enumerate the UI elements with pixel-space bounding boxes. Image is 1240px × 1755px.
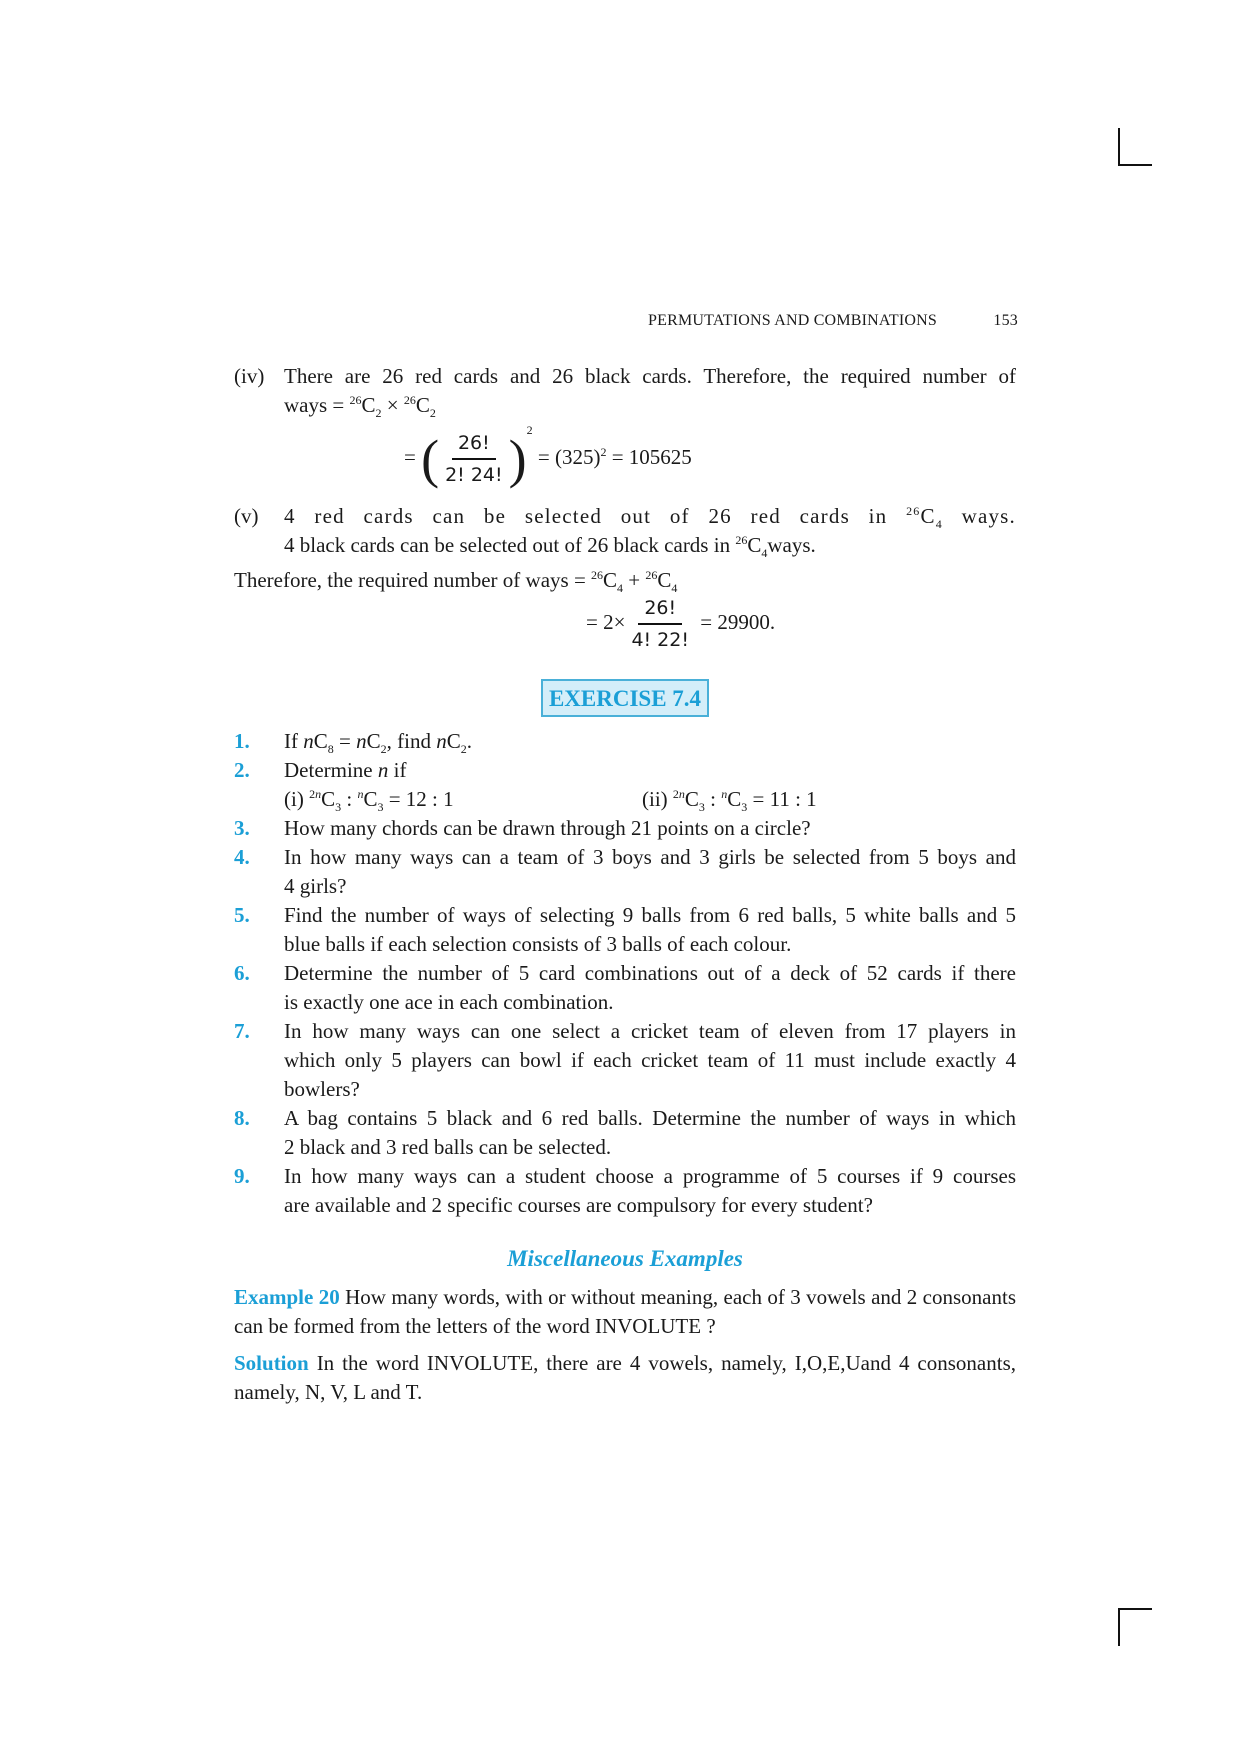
part-v-label: (v) [234, 504, 259, 528]
question-3-text: How many chords can be drawn through 21 points on a circle? [284, 816, 811, 840]
part-iv-line1: There are 26 red cards and 26 black cards. Therefore, the required number of [284, 364, 1016, 388]
question-4-line1: In how many ways can a team of 3 boys and 3 girls be selected from 5 boys and [284, 845, 1016, 869]
c-letter: C [415, 393, 430, 417]
c-letter: C [603, 568, 618, 592]
question-1-text: If $nC_8 = nC_2$, find $nC_2$. [284, 729, 472, 757]
question-7 [234, 1017, 1016, 1104]
c-subscript: 4 [761, 546, 768, 561]
question-6-line2: is exactly one ace in each combination. [284, 990, 614, 1014]
part-iv-display-equation [234, 420, 1016, 496]
question-2 [234, 756, 1016, 814]
right-paren: ) [508, 429, 527, 489]
question-number: 9. [234, 1164, 250, 1188]
question-8-line2: 2 black and 3 red balls can be selected. [284, 1135, 612, 1159]
fraction-denominator: 2! 24! [445, 464, 503, 486]
result-325: = (325) [537, 444, 601, 469]
therefore-text: Therefore, the required number of ways = [234, 568, 586, 592]
part-iv [234, 362, 1016, 420]
part-v-c-expr [906, 504, 943, 532]
exercise-heading: EXERCISE 7.4 [541, 679, 709, 717]
question-8 [234, 1104, 1016, 1162]
crop-mark-bottom-right [1118, 1608, 1152, 1646]
part-iv-line2 [284, 391, 1016, 420]
q2-variable: n [377, 758, 389, 782]
q2-part-i-label: (i) [284, 787, 304, 811]
part-iv-label: (iv) [234, 364, 265, 388]
question-6-line1: Determine the number of 5 card combinations out of a deck of 52 cards if there [284, 961, 1016, 985]
therefore-line [234, 566, 1016, 595]
q2-ratio-ii: = 11 : 1 [752, 787, 817, 811]
page-content [234, 362, 1016, 1407]
part-v-line2-end: ways. [767, 533, 816, 557]
question-7-line3: bowlers? [284, 1077, 360, 1101]
question-number: 4. [234, 845, 250, 869]
q2-part-i: (i) $^{2n}C_3$ : $^nC_3 = 12$ : 1 [284, 787, 454, 815]
part-v-line1 [284, 502, 1016, 531]
example-text: How many words, with or without meaning, each of 3 vowels and 2 consonants can be formed from the letters of the word INVOLUTE ? [234, 1285, 1017, 1338]
q1-text-a: If [284, 729, 298, 753]
therefore-display-equation [234, 595, 1016, 657]
part-v-line1-end: ways. [961, 504, 1017, 528]
question-number: 1. [234, 729, 250, 753]
solution [234, 1349, 1016, 1407]
c-letter: C [361, 393, 376, 417]
ways-prefix: ways = [284, 393, 345, 417]
equals-sign: = [404, 444, 416, 469]
fraction-numerator: 26! [638, 595, 682, 625]
crop-mark-top-right [1118, 128, 1152, 166]
question-5 [234, 901, 1016, 959]
outer-exponent: 2 [526, 422, 533, 437]
q2-ratio-i: = 12 : 1 [388, 787, 454, 811]
example-label: Example 20 [234, 1285, 340, 1309]
c-subscript: 2 [429, 406, 436, 421]
c-letter: C [920, 504, 936, 528]
question-3 [234, 814, 1016, 843]
question-2-text [284, 756, 1016, 785]
question-number: 8. [234, 1106, 250, 1130]
result-29900: = 29900. [700, 609, 776, 634]
part-v-line1-text: 4 red cards can be selected out of 26 red cards in [284, 504, 888, 528]
question-8-line1: A bag contains 5 black and 6 red balls. Determine the number of ways in which [284, 1106, 1016, 1130]
left-paren: ( [421, 429, 440, 489]
times-sign: × [386, 393, 399, 417]
c-subscript: 4 [935, 517, 943, 532]
question-9-line1: In how many ways can a student choose a programme of 5 courses if 9 courses [284, 1164, 1016, 1188]
q2-part-ii-label: (ii) [642, 787, 668, 811]
header-title: PERMUTATIONS AND COMBINATIONS [648, 312, 937, 329]
question-6 [234, 959, 1016, 1017]
q1-text-b: find [397, 729, 431, 753]
solution-label: Solution [234, 1351, 309, 1375]
solution-text: In the word INVOLUTE, there are 4 vowels, namely, I,O,E,Uand 4 consonants, namely, N, V, L and T. [234, 1351, 1016, 1404]
miscellaneous-examples-heading: Miscellaneous Examples [507, 1246, 743, 1271]
q2-part-ii: (ii) $^{2n}C_3$ : $^nC_3 = 11$ : 1 [642, 787, 817, 815]
c-subscript: 4 [617, 581, 624, 596]
c-superscript: 26 [906, 504, 921, 518]
c-superscript: 26 [735, 533, 748, 547]
question-number: 2. [234, 758, 250, 782]
two-times: = 2× [586, 609, 626, 634]
fraction-26-over-2-24 [439, 430, 509, 488]
c-subscript: 2 [375, 406, 382, 421]
result-105625: = 105625 [611, 444, 692, 469]
c-letter: C [657, 568, 672, 592]
question-1 [234, 727, 1016, 756]
question-9 [234, 1162, 1016, 1220]
page-number: 153 [993, 312, 1018, 329]
c-superscript: 26 [403, 393, 416, 407]
part-v [234, 502, 1016, 560]
question-4 [234, 843, 1016, 901]
plus-sign: + [628, 568, 641, 592]
question-7-line1: In how many ways can one select a cricket team of eleven from 17 players in [284, 1019, 1016, 1043]
question-5-line2: blue balls if each selection consists of 3 balls of each colour. [284, 932, 792, 956]
c-superscript: 26 [591, 568, 604, 582]
c-superscript: 26 [645, 568, 658, 582]
question-number: 6. [234, 961, 250, 985]
question-number: 3. [234, 816, 250, 840]
question-number: 7. [234, 1019, 250, 1043]
result-exponent: 2 [600, 444, 607, 459]
c-subscript: 4 [671, 581, 678, 596]
c-letter: C [747, 533, 762, 557]
q2-text-b: if [393, 758, 407, 782]
question-number: 5. [234, 903, 250, 927]
fraction-26-over-4-22 [625, 595, 695, 653]
q2-text-a: Determine [284, 758, 373, 782]
fraction-denominator: 4! 22! [631, 629, 689, 651]
example-20 [234, 1283, 1016, 1341]
question-2-parts [284, 785, 1016, 814]
c-superscript: 26 [349, 393, 362, 407]
question-7-line2: which only 5 players can bowl if each cricket team of 11 must include exactly 4 [284, 1048, 1016, 1072]
part-v-line2-text: 4 black cards can be selected out of 26 black cards in [284, 533, 731, 557]
question-9-line2: are available and 2 specific courses are compulsory for every student? [284, 1193, 873, 1217]
fraction-numerator: 26! [452, 430, 496, 460]
part-v-line2 [284, 531, 1016, 560]
question-4-line2: 4 girls? [284, 874, 347, 898]
question-5-line1: Find the number of ways of selecting 9 balls from 6 red balls, 5 white balls and 5 [284, 903, 1016, 927]
